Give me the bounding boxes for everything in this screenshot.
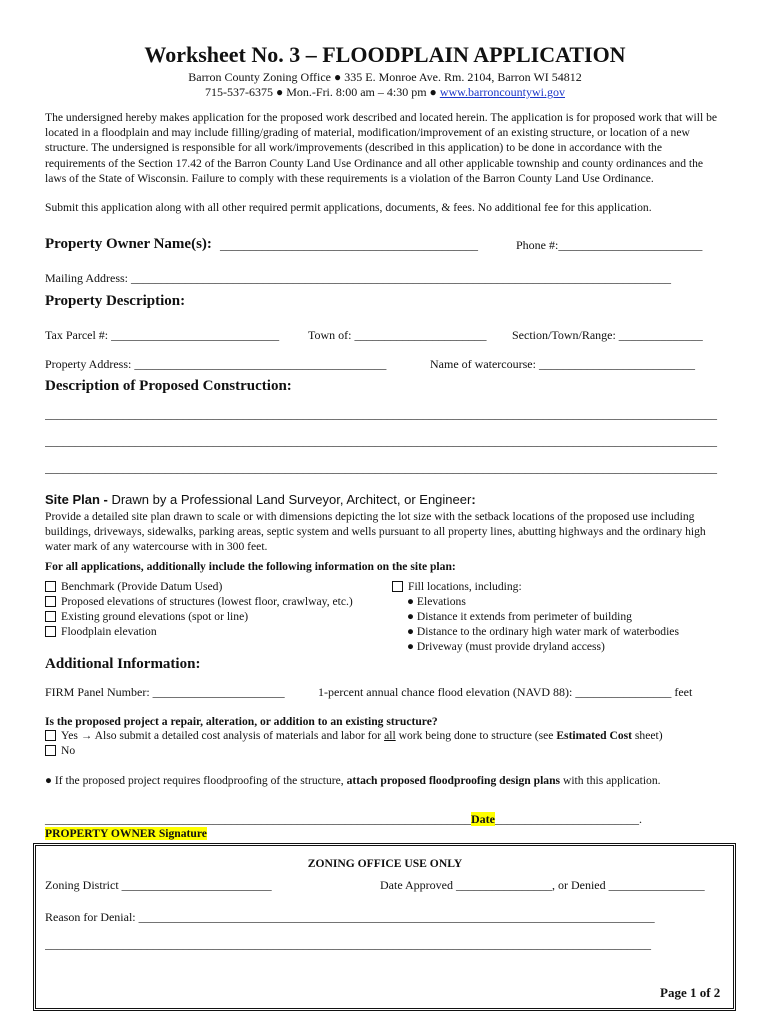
site-plan-checklist-right [392, 579, 679, 654]
property-description-header: Property Description: [45, 293, 186, 309]
additional-info-header: Additional Information: [45, 656, 201, 672]
yes-text: Yes → Also submit a detailed cost analysis of materials and labor for [61, 729, 385, 742]
fill-bullet-elevations: ● Elevations [407, 595, 466, 608]
fill-bullet-distance-building: ● Distance it extends from perimeter of building [407, 610, 632, 623]
checklist-label: Benchmark (Provide Datum Used) [61, 580, 223, 593]
site-plan-subtitle: Drawn by a Professional Land Surveyor, Architect, or Engineer [111, 492, 472, 507]
checkbox[interactable] [45, 596, 56, 607]
floodproofing-text-end: with this application. [560, 774, 661, 787]
checklist-label: Proposed elevations of structures (lowest floor, crawlway, etc.) [61, 595, 353, 608]
firm-panel-field[interactable]: FIRM Panel Number: ______________________ [45, 685, 285, 699]
zoning-office-header: ZONING OFFICE USE ONLY [307, 857, 463, 870]
checkbox[interactable] [392, 581, 403, 592]
signature-row [45, 812, 642, 827]
property-owner-label: Property Owner Name(s): [45, 236, 212, 252]
property-address-field[interactable]: Property Address: __________________________________________ [45, 357, 387, 371]
fill-bullet-distance-water: ● Distance to the ordinary high water mark of waterbodies [407, 625, 679, 638]
answer-no [45, 744, 75, 757]
yes-text-end: sheet) [632, 729, 663, 742]
section-town-range-field[interactable]: Section/Town/Range: ______________ [512, 328, 703, 342]
office-contact [0, 85, 770, 100]
answer-yes [45, 729, 663, 742]
office-hours: 715-537-6375 ● Mon.-Fri. 8:00 am – 4:30 pm ● [204, 85, 440, 99]
checklist-label: Existing ground elevations (spot or line) [61, 610, 249, 623]
reason-for-denial-field[interactable]: Reason for Denial: ______________________________________________________________________________________ [45, 910, 655, 924]
denial-continuation-line[interactable]: _____________________________________________________________________________________________________ [45, 937, 651, 951]
construction-header: Description of Proposed Construction: [45, 378, 292, 394]
town-field[interactable]: Town of: ______________________ [308, 328, 487, 342]
fill-bullet-driveway: ● Driveway (must provide dryland access) [407, 640, 605, 653]
page-title: Worksheet No. 3 – FLOODPLAIN APPLICATION [144, 42, 626, 67]
checklist-label: Floodplain elevation [61, 625, 157, 638]
mailing-address-field[interactable]: Mailing Address: __________________________________________________________________________________________ [45, 271, 671, 285]
checklist-item-ground-elevations [45, 609, 353, 624]
tax-parcel-field[interactable]: Tax Parcel #: ____________________________ [45, 328, 280, 342]
date-label: Date [471, 812, 495, 826]
checklist-item-floodplain-elevation [45, 624, 353, 639]
checklist-item-benchmark [45, 579, 353, 594]
site-plan-label: Site Plan - [45, 492, 112, 507]
owner-signature-label: PROPERTY OWNER Signature [45, 827, 207, 840]
checkbox[interactable] [45, 611, 56, 622]
construction-line-1[interactable]: ________________________________________________________________________________________________________________ [45, 407, 717, 421]
checklist-label: Fill locations, including: [408, 580, 522, 593]
office-address: Barron County Zoning Office ● 335 E. Monroe Ave. Rm. 2104, Barron WI 54812 [188, 70, 582, 84]
checkbox[interactable] [45, 626, 56, 637]
signature-field[interactable]: _______________________________________________________________________ [45, 812, 471, 826]
floodproofing-text: ● If the proposed project requires floodproofing of the structure, [45, 774, 347, 787]
checklist-item-proposed-elevations [45, 594, 353, 609]
repair-question: Is the proposed project a repair, alteration, or addition to an existing structure? [45, 715, 438, 728]
intro-paragraph: The undersigned hereby makes application for the proposed work described and located herein. The application is for proposed work that will be located in a floodplain and may include filling/grading of material, modification/improvement of an existing structure, or location of a new structure. The undersigned is responsible for all work/improvements (described in this application) to be done in accordance with the requirements of the Section 17.42 of the Barron County Land Use Ordinance and all other applicable township and county ordinances and the laws of the State of Wisconsin. Failure to comply with these requirements is a violation of the Barron County Land Use Ordinance. [45, 111, 718, 185]
estimated-cost-label: Estimated Cost [556, 729, 633, 742]
yes-checkbox[interactable] [45, 730, 56, 741]
no-checkbox[interactable] [45, 745, 56, 756]
site-plan-checklist-left [45, 579, 353, 639]
submit-instructions: Submit this application along with all other required permit applications, documents, & fees. No additional fee for this application. [45, 201, 652, 214]
website-link[interactable]: www.barroncountywi.gov [439, 85, 566, 99]
owner-name-field[interactable]: ___________________________________________ [220, 238, 478, 252]
site-plan-colon: : [471, 492, 476, 507]
phone-field[interactable]: Phone #:________________________ [516, 238, 703, 252]
floodproofing-bold: attach proposed floodproofing design plans [346, 774, 561, 787]
site-plan-requirements-heading: For all applications, additionally include the following information on the site plan: [45, 560, 456, 573]
yes-text-cont: work being done to structure (see [395, 729, 557, 742]
zoning-district-field[interactable]: Zoning District _________________________ [45, 878, 272, 892]
construction-line-3[interactable]: ________________________________________________________________________________________________________________ [45, 461, 717, 475]
no-label: No [61, 744, 76, 757]
site-plan-paragraph: Provide a detailed site plan drawn to scale or with dimensions depicting the lot size with the setback locations of the proposed use including buildings, driveways, sidewalks, parking areas, septic system and wells pursuant to all property lines, abutting highways and the ordinary high water mark of any watercourse with in 300 feet. [45, 510, 706, 554]
watercourse-field[interactable]: Name of watercourse: __________________________ [430, 357, 695, 371]
date-field[interactable]: ________________________. [495, 812, 642, 826]
site-plan-header [45, 492, 476, 507]
flood-elevation-field[interactable]: 1-percent annual chance flood elevation (NAVD 88): ________________ feet [318, 685, 693, 699]
floodproofing-note [45, 774, 661, 787]
date-approved-denied-field[interactable]: Date Approved ________________, or Denied ________________ [380, 878, 705, 892]
checkbox[interactable] [45, 581, 56, 592]
page-number: Page 1 of 2 [660, 985, 721, 1000]
checklist-item-fill-locations [392, 579, 679, 594]
yes-all-underlined: all [384, 729, 396, 742]
construction-line-2[interactable]: ________________________________________________________________________________________________________________ [45, 434, 717, 448]
